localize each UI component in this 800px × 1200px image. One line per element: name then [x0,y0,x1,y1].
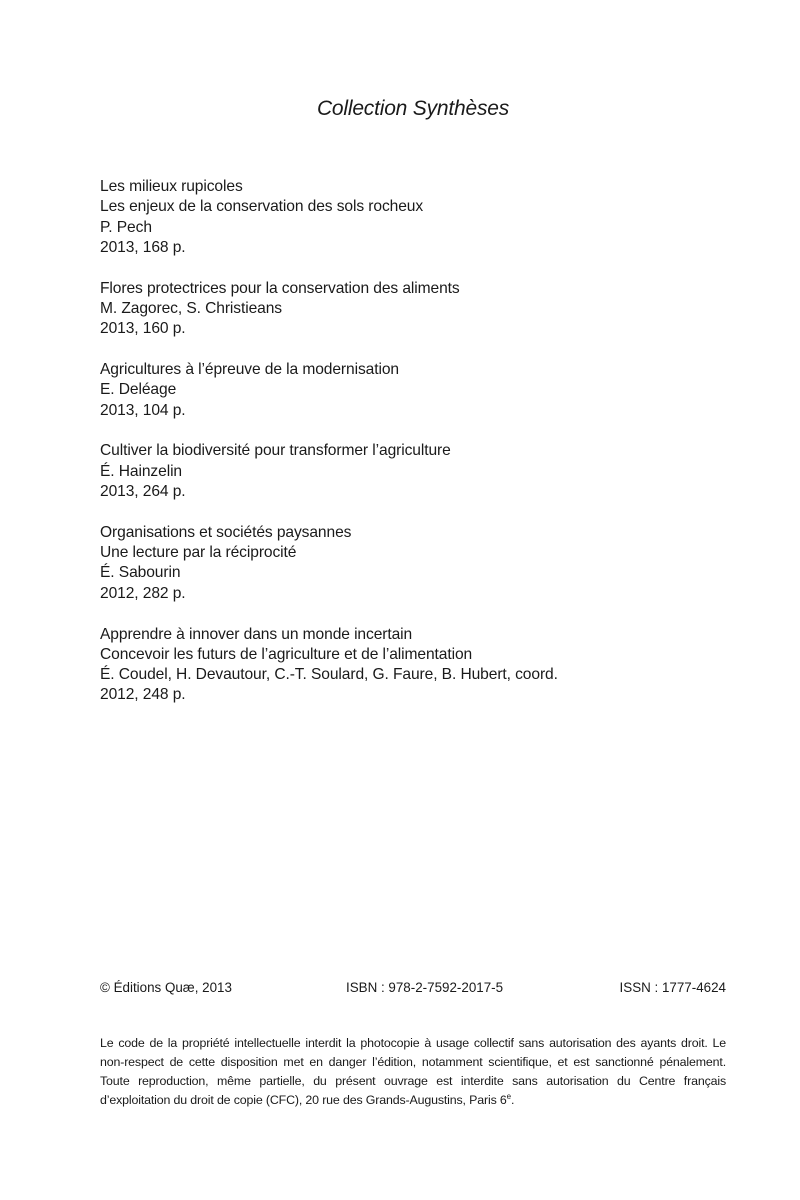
book-subtitle: Les enjeux de la conservation des sols rocheux [100,198,424,216]
book-entry [100,177,740,258]
book-year-pages: 2013, 168 p. [100,238,186,256]
book-title: Organisations et sociétés paysannes [100,523,352,541]
copyright-notice: © Éditions Quæ, 2013 [100,980,232,995]
book-entry [100,523,740,604]
legal-text: Le code de la propriété intellectuelle interdit la photocopie à usage collectif sans autorisation des ayants droit. Le non-respect de cette disposition met en danger l’édition, notamment scientifique, et est sanctionné pénalement. Toute reproduction, même partielle, du présent ouvrage est interdite sans autorisation du Centre français d’exploitation du droit de copie (CFC), 20 rue des Grands-Augustins, Paris 6 [100,1036,726,1107]
book-title: Cultiver la biodiversité pour transformer l’agriculture [100,442,451,460]
book-year-pages: 2013, 104 p. [100,401,186,419]
series-title: Collection Synthèses [316,97,510,120]
book-authors: É. Coudel, H. Devautour, C.-T. Soulard, G. Faure, B. Hubert, coord. [100,666,558,684]
book-authors: P. Pech [100,218,152,236]
book-title: Les milieux rupicoles [100,178,243,195]
book-title: Apprendre à innover dans un monde incertain [100,625,413,643]
book-entry [100,279,740,340]
book-year-pages: 2013, 264 p. [100,483,186,501]
book-authors: E. Deléage [100,381,177,399]
book-entry [100,360,740,421]
book-entry [100,441,740,502]
book-title: Flores protectrices pour la conservation des aliments [100,279,460,297]
book-year-pages: 2012, 282 p. [100,584,186,602]
book-authors: É. Hainzelin [100,462,183,480]
book-title: Agricultures à l’épreuve de la modernisation [100,361,399,379]
issn: ISSN : 1777-4624 [619,980,726,995]
legal-end: . [510,1093,515,1107]
book-entry [100,625,740,706]
book-year-pages: 2013, 160 p. [100,320,186,338]
legal-superscript: e [506,1091,511,1101]
book-authors: M. Zagorec, S. Christieans [100,299,282,317]
isbn: ISBN : 978-2-7592-2017-5 [346,980,504,995]
book-authors: É. Sabourin [100,564,181,582]
book-subtitle: Une lecture par la réciprocité [100,544,297,562]
publication-info [100,978,726,1000]
legal-notice [100,1034,726,1110]
book-subtitle: Concevoir les futurs de l’agriculture et de l’alimentation [100,645,473,663]
book-list [100,177,740,726]
book-year-pages: 2012, 248 p. [100,686,186,704]
